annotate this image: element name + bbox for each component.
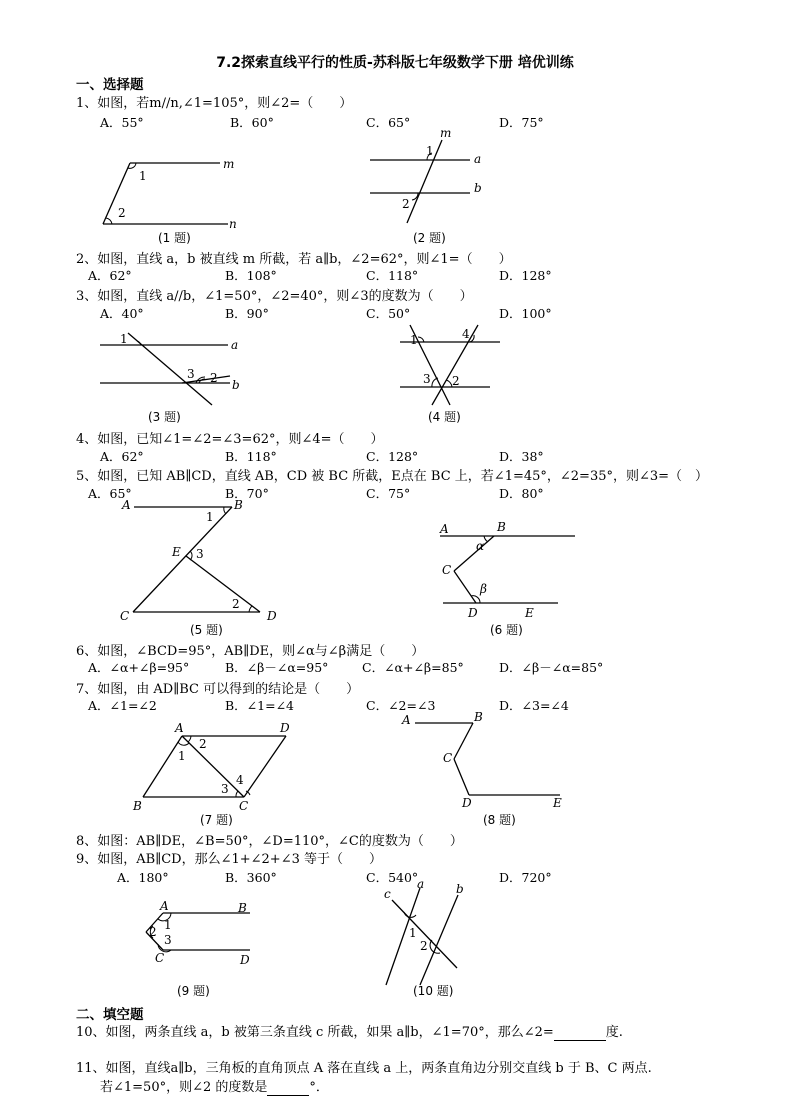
- fig7-label-2: 2: [199, 737, 207, 751]
- fig5-label-D: D: [267, 609, 277, 623]
- fig2-label-b: b: [474, 181, 482, 195]
- caption-6: (6 题): [490, 623, 523, 637]
- fig8-label-A: A: [402, 713, 411, 727]
- q9-option-b: B．360°: [225, 870, 277, 885]
- fig7-label-C: C: [239, 799, 249, 813]
- q4-option-d: D．38°: [499, 449, 544, 464]
- fig4-label-3: 3: [423, 372, 431, 386]
- q4-option-b: B．118°: [225, 449, 277, 464]
- q2-option-a: A．62°: [88, 268, 132, 283]
- fig3-label-3: 3: [187, 367, 195, 381]
- q1-option-c: C．65°: [366, 115, 411, 130]
- fig6-label-D: D: [468, 606, 478, 620]
- fig10-label-b: b: [456, 882, 464, 896]
- caption-3: (3 题): [148, 410, 181, 424]
- q4-option-a: A．62°: [100, 449, 144, 464]
- fig5-label-E: E: [172, 545, 181, 559]
- q10-text: 10、如图，两条直线 a，b 被第三条直线 c 所截，如果 a∥b，∠1=70°，那么∠2=: [76, 1025, 554, 1040]
- q7-option-c: C．∠2=∠3: [366, 698, 436, 713]
- fig10-label-1: 1: [409, 926, 417, 940]
- q2-option-d: D．128°: [499, 268, 552, 283]
- q7-option-d: D．∠3=∠4: [499, 698, 569, 713]
- fig9-label-2: 2: [149, 925, 157, 939]
- fig9-label-D: D: [240, 953, 250, 967]
- fig7-label-1: 1: [178, 749, 186, 763]
- fig2-label-m: m: [440, 126, 452, 140]
- q6-option-a: A．∠α+∠β=95°: [88, 660, 190, 675]
- question-6: 6、如图，∠BCD=95°，AB∥DE，则∠α与∠β满足（ ）: [76, 644, 425, 659]
- fig1-label-n: n: [229, 217, 237, 231]
- fig9-label-3: 3: [164, 933, 172, 947]
- question-5: 5、如图，已知 AB∥CD，直线 AB，CD 被 BC 所截，E点在 BC 上，若∠1=45°，∠2=35°，则∠3=（ ）: [76, 469, 709, 484]
- fig7-label-3: 3: [221, 782, 229, 796]
- fig5-label-3: 3: [196, 547, 204, 561]
- fig10-label-c: c: [384, 887, 391, 901]
- fig2-label-1: 1: [426, 144, 434, 158]
- fig5-label-2: 2: [232, 597, 240, 611]
- q10-answer-blank[interactable]: [554, 1025, 606, 1041]
- q1-option-a: A．55°: [100, 115, 144, 130]
- caption-5: (5 题): [190, 623, 223, 637]
- question-4: 4、如图，已知∠1=∠2=∠3=62°，则∠4=（ ）: [76, 432, 384, 447]
- fig3-label-b: b: [232, 378, 240, 392]
- q3-option-c: C．50°: [366, 306, 411, 321]
- q3-option-a: A．40°: [100, 306, 144, 321]
- caption-1: (1 题): [158, 231, 191, 245]
- q7-option-b: B．∠1=∠4: [225, 698, 295, 713]
- fig4-label-1: 1: [410, 333, 418, 347]
- fig9-label-B: B: [238, 901, 247, 915]
- fig7-label-4: 4: [236, 773, 244, 787]
- fig3-label-1: 1: [120, 332, 128, 346]
- fig5-label-1: 1: [206, 510, 214, 524]
- fig6-label-C: C: [442, 563, 452, 577]
- fig1-label-2: 2: [118, 206, 126, 220]
- caption-10: (10 题): [413, 984, 454, 998]
- fig6-label-E: E: [525, 606, 534, 620]
- fig8-label-C: C: [443, 751, 453, 765]
- q6-option-b: B．∠β－∠α=95°: [225, 660, 329, 675]
- q10-text-end: 度.: [605, 1025, 623, 1040]
- fig5-label-C: C: [120, 609, 130, 623]
- q11-text: 若∠1=50°，则∠2 的度数是: [100, 1080, 268, 1095]
- caption-7: (7 题): [200, 813, 233, 827]
- caption-2: (2 题): [413, 231, 446, 245]
- caption-8: (8 题): [483, 813, 516, 827]
- question-2: 2、如图，直线 a，b 被直线 m 所截，若 a∥b，∠2=62°，则∠1=（ ）: [76, 252, 512, 267]
- question-1: 1、如图，若m//n,∠1=105°，则∠2=（ ）: [76, 96, 353, 111]
- fig4-label-2: 2: [452, 374, 460, 388]
- question-7: 7、如图，由 AD∥BC 可以得到的结论是（ ）: [76, 682, 360, 697]
- q6-option-d: D．∠β－∠α=85°: [499, 660, 604, 675]
- q2-option-b: B．108°: [225, 268, 277, 283]
- fig7-label-B: B: [133, 799, 142, 813]
- fig10-label-2: 2: [420, 939, 428, 953]
- q1-option-b: B．60°: [230, 115, 274, 130]
- fig8-label-B: B: [474, 710, 483, 724]
- fig6-label-alpha: α: [476, 539, 485, 553]
- caption-4: (4 题): [428, 410, 461, 424]
- fig9-label-A: A: [160, 899, 169, 913]
- question-11: 11、如图，直线a∥b，三角板的直角顶点 A 落在直线 a 上，两条直角边分别交直线 b 于 B、C 两点.: [76, 1061, 652, 1076]
- question-9: 9、如图，AB∥CD，那么∠1+∠2+∠3 等于（ ）: [76, 852, 382, 867]
- q9-option-d: D．720°: [499, 870, 552, 885]
- section-choice: 一、选择题: [76, 77, 144, 93]
- fig7-label-A: A: [175, 721, 184, 735]
- fig3-label-a: a: [231, 338, 239, 352]
- question-3: 3、如图，直线 a//b，∠1=50°，∠2=40°，则∠3的度数为（ ）: [76, 289, 473, 304]
- q11-text-end: °．: [309, 1080, 329, 1095]
- q1-option-d: D．75°: [499, 115, 544, 130]
- q5-option-a: A．65°: [88, 486, 132, 501]
- q3-option-b: B．90°: [225, 306, 269, 321]
- q9-option-c: C．540°: [366, 870, 419, 885]
- fig2-label-2: 2: [402, 197, 410, 211]
- q5-option-c: C．75°: [366, 486, 411, 501]
- fig5-label-B: B: [234, 498, 243, 512]
- q5-option-d: D．80°: [499, 486, 544, 501]
- q11-answer-blank[interactable]: [267, 1080, 309, 1096]
- question-10: [76, 1021, 623, 1041]
- question-11-line2: [100, 1076, 329, 1096]
- fig8-label-D: D: [462, 796, 472, 810]
- page-title: 7.2探索直线平行的性质-苏科版七年级数学下册 培优训练: [216, 55, 574, 71]
- fig6-label-A: A: [440, 522, 449, 536]
- q4-option-c: C．128°: [366, 449, 419, 464]
- caption-9: (9 题): [177, 984, 210, 998]
- fig5-label-A: A: [122, 498, 131, 512]
- q7-option-a: A．∠1=∠2: [88, 698, 157, 713]
- fig1-label-1: 1: [139, 169, 147, 183]
- q5-option-b: B．70°: [225, 486, 269, 501]
- fig2-label-a: a: [474, 152, 482, 166]
- q9-option-a: A．180°: [117, 870, 169, 885]
- fig8-label-E: E: [553, 796, 562, 810]
- fig1-label-m: m: [223, 157, 235, 171]
- fig10-label-a: a: [417, 877, 425, 891]
- fig6-label-beta: β: [480, 582, 487, 596]
- fig4-label-4: 4: [462, 327, 470, 341]
- q2-option-c: C．118°: [366, 268, 419, 283]
- fig7-label-D: D: [280, 721, 290, 735]
- fig9-label-1: 1: [164, 918, 172, 932]
- fig9-label-C: C: [155, 951, 165, 965]
- question-8: 8、如图：AB∥DE，∠B=50°，∠D=110°，∠C的度数为（ ）: [76, 834, 463, 849]
- fig3-label-2: 2: [210, 371, 218, 385]
- fig6-label-B: B: [497, 520, 506, 534]
- q3-option-d: D．100°: [499, 306, 552, 321]
- q6-option-c: C．∠α+∠β=85°: [362, 660, 464, 675]
- section-fill-in: 二、填空题: [76, 1007, 144, 1023]
